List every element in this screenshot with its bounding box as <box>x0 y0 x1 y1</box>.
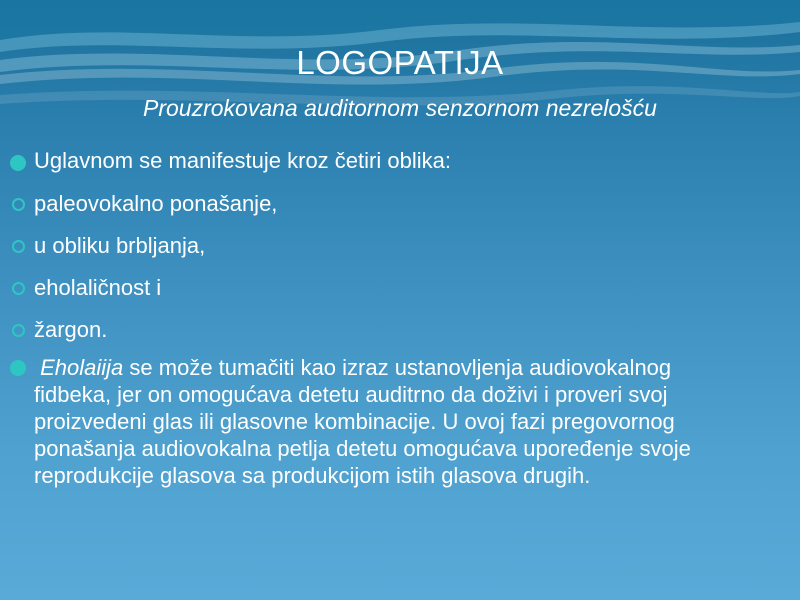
hollow-bullet-icon <box>12 282 25 295</box>
paragraph-text <box>10 354 795 489</box>
slide-body <box>10 146 795 489</box>
sub-bullet-item <box>10 189 795 219</box>
sub-bullet-item <box>10 273 795 303</box>
paragraph-line: proizvedeni glas ili glasovne kombinacije. U ovoj fazi pregovornog <box>34 409 675 434</box>
paragraph-line: reprodukcije glasova sa produkcijom istih glasova drugih. <box>34 463 591 488</box>
filled-bullet-icon <box>10 155 26 171</box>
paragraph-line-rest: se može tumačiti kao izraz ustanovljenja audiovokalnog <box>123 355 672 380</box>
paragraph-line <box>34 354 795 381</box>
hollow-bullet-icon <box>12 240 25 253</box>
bullet-item-intro <box>10 146 795 176</box>
sub-bullet-text: žargon. <box>34 317 108 342</box>
paragraph-line: ponašanja audiovokalna petlja detetu omogućava upoređenje svoje <box>34 436 691 461</box>
emphasized-term: Eholaiija <box>40 355 124 380</box>
sub-bullet-item <box>10 315 795 345</box>
paragraph-line: fidbeka, jer on omogućava detetu auditrno da doživi i proveri svoj <box>34 382 668 407</box>
sub-bullet-text: paleovokalno ponašanje, <box>34 191 278 216</box>
sub-bullet-text: eholaličnost i <box>34 275 162 300</box>
slide-subtitle: Prouzrokovana auditornom senzornom nezrelošću <box>143 95 657 121</box>
bullet-text: Uglavnom se manifestuje kroz četiri oblika: <box>34 148 451 173</box>
hollow-bullet-icon <box>12 198 25 211</box>
bullet-item-paragraph <box>10 354 795 489</box>
filled-bullet-icon <box>10 360 26 376</box>
hollow-bullet-icon <box>12 324 25 337</box>
sub-bullet-text: u obliku brbljanja, <box>34 233 206 258</box>
sub-bullet-item <box>10 231 795 261</box>
slide-title: LOGOPATIJA <box>296 44 504 81</box>
